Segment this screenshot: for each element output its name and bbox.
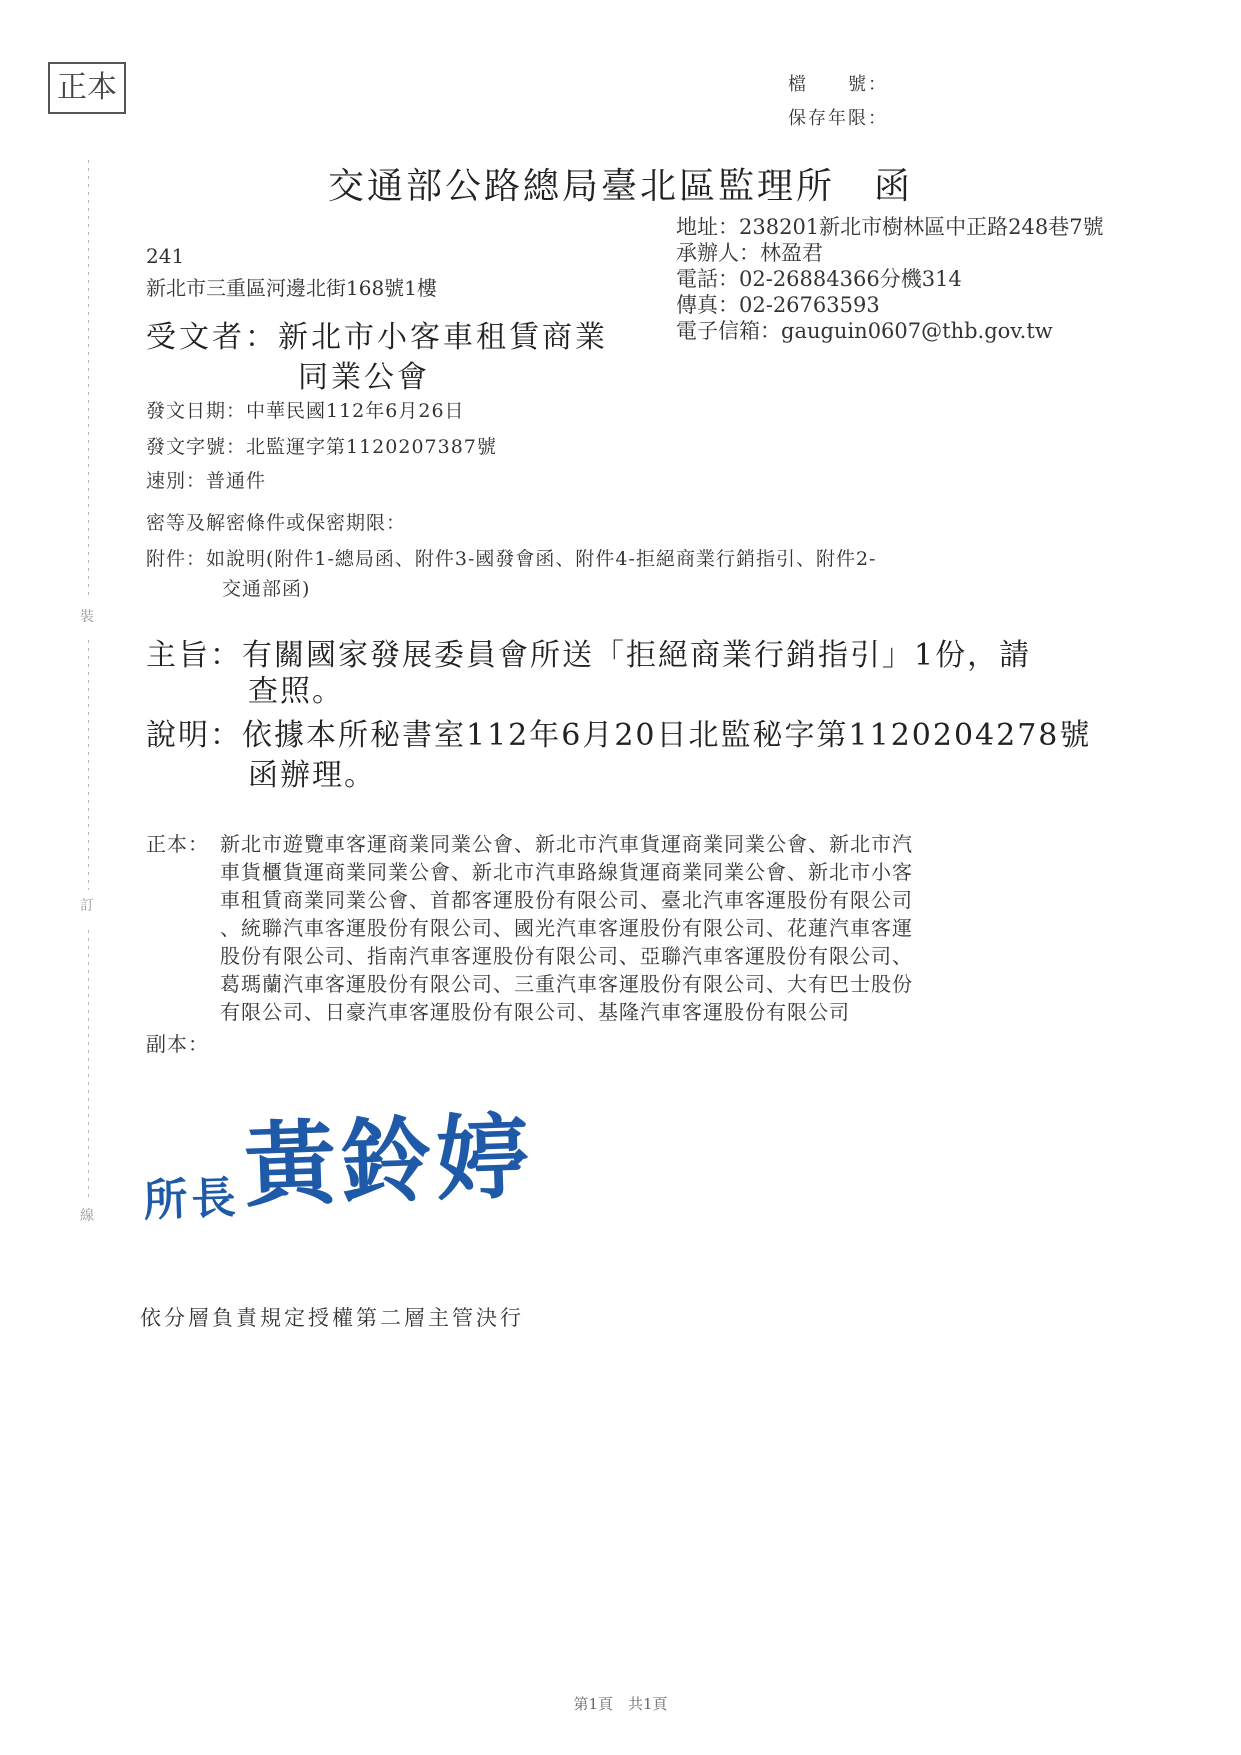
binding-mark-ding: 訂	[80, 898, 94, 914]
contact-fax: 傳真：02-26763593	[676, 293, 880, 317]
subject-line2: 查照。	[248, 674, 344, 709]
signature-name: 黃鈴婷	[242, 1102, 535, 1221]
distribution-line: 有限公司、日豪汽車客運股份有限公司、基隆汽車客運股份有限公司	[220, 1000, 850, 1024]
contact-phone: 電話：02-26884366分機314	[676, 267, 962, 291]
distribution-line: 車租賃商業同業公會、首都客運股份有限公司、臺北汽車客運股份有限公司	[220, 888, 913, 912]
binding-dotted-line	[88, 160, 89, 600]
document-number: 發文字號：北監運字第1120207387號	[146, 436, 497, 458]
recipient-name-line2: 同業公會	[298, 360, 430, 395]
distribution-line: 新北市遊覽車客運商業同業公會、新北市汽車貨運商業同業公會、新北市汽	[220, 832, 913, 856]
page-number: 第1頁 共1頁	[573, 1695, 668, 1713]
secrecy-level: 密等及解密條件或保密期限：	[146, 512, 407, 534]
subject-line1: 主旨：有關國家發展委員會所送「拒絕商業行銷指引」1份，請	[146, 638, 1032, 673]
distribution-list	[220, 830, 913, 1026]
authorization-note: 依分層負責規定授權第二層主管決行	[140, 1306, 524, 1330]
contact-email: 電子信箱：gauguin0607@thb.gov.tw	[676, 319, 1053, 343]
explanation-line1: 說明：依據本所秘書室112年6月20日北監秘字第1120204278號	[146, 718, 1092, 753]
retention-period-label: 保存年限：	[788, 108, 888, 129]
distribution-line: 、統聯汽車客運股份有限公司、國光汽車客運股份有限公司、花蓮汽車客運	[220, 916, 913, 940]
distribution-line: 股份有限公司、指南汽車客運股份有限公司、亞聯汽車客運股份有限公司、	[220, 944, 913, 968]
recipient-address: 新北市三重區河邊北街168號1樓	[146, 276, 437, 300]
distribution-label: 正本：	[146, 832, 209, 856]
distribution-line: 葛瑪蘭汽車客運股份有限公司、三重汽車客運股份有限公司、大有巴士股份	[220, 972, 913, 996]
document-title: 交通部公路總局臺北區監理所 函	[327, 166, 913, 207]
contact-handler: 承辦人：林盈君	[676, 241, 823, 265]
binding-dotted-line	[88, 930, 89, 1200]
attachments-line1: 附件：如說明(附件1-總局函、附件3-國發會函、附件4-拒絕商業行銷指引、附件2-	[146, 548, 877, 570]
issue-date: 發文日期：中華民國112年6月26日	[146, 400, 465, 422]
cc-label: 副本：	[146, 1032, 209, 1056]
distribution-line: 車貨櫃貨運商業同業公會、新北市汽車路線貨運商業同業公會、新北市小客	[220, 860, 913, 884]
explanation-line2: 函辦理。	[248, 758, 376, 793]
attachments-line2: 交通部函)	[222, 578, 311, 600]
binding-dotted-line	[88, 640, 89, 890]
director-signature-stamp	[140, 1083, 534, 1229]
original-copy-mark: 正本	[48, 62, 126, 114]
binding-mark-xian: 線	[80, 1208, 94, 1224]
signature-title: 所長	[142, 1172, 241, 1227]
delivery-speed: 速別：普通件	[146, 470, 267, 492]
file-number-label: 檔 號：	[788, 74, 888, 95]
recipient-name-line1: 受文者：新北市小客車租賃商業	[146, 320, 608, 355]
recipient-postal-code: 241	[146, 244, 185, 268]
binding-mark-zhuang: 裝	[80, 609, 94, 625]
contact-address: 地址：238201新北市樹林區中正路248巷7號	[676, 215, 1104, 239]
